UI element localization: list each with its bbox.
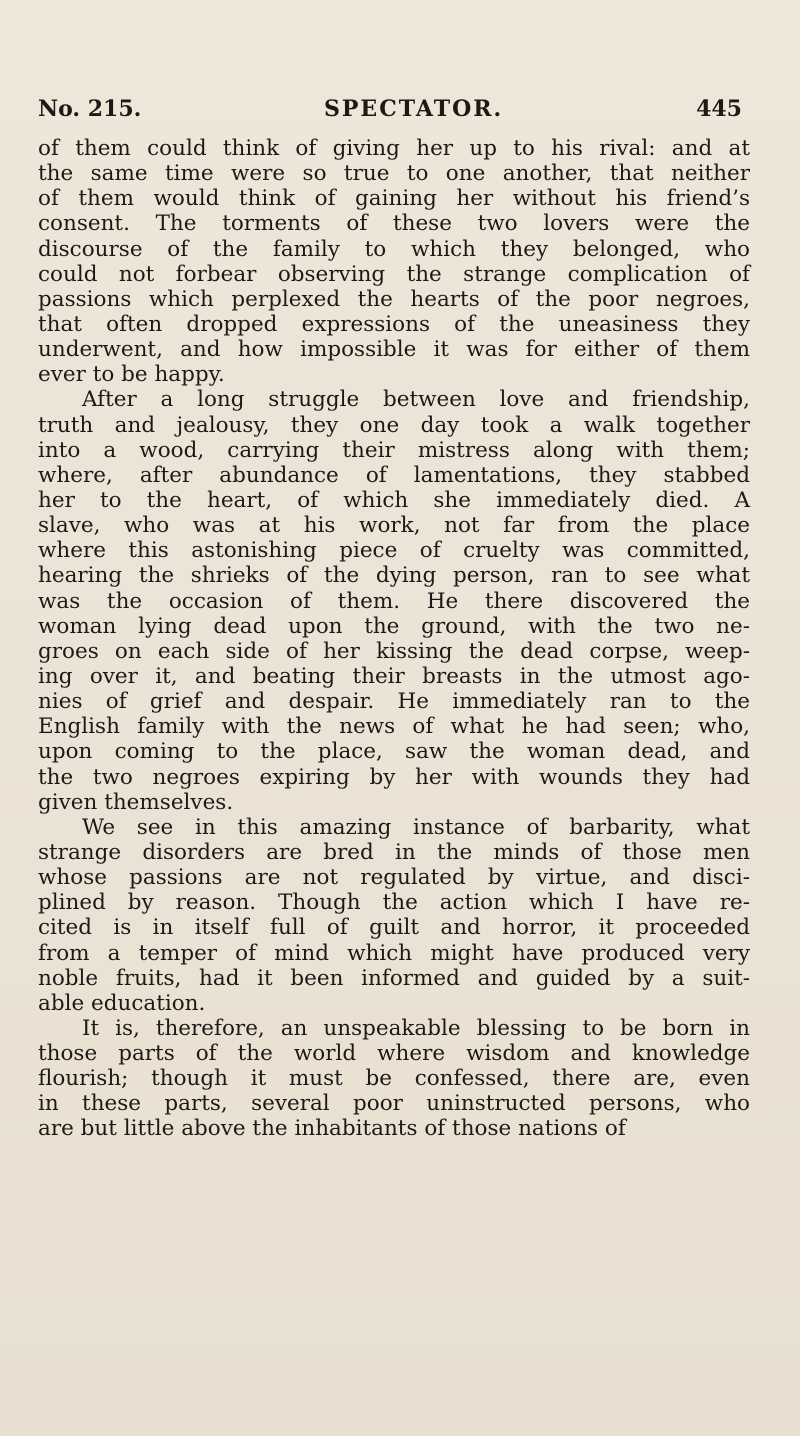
text-line: hearing the shrieks of the dying person, ran to see what [38, 563, 750, 589]
issue-number: No. 215. [38, 96, 142, 122]
text-line: given themselves. [38, 789, 234, 815]
text-line: passions which perplexed the hearts of the poor negroes, [38, 286, 750, 312]
paragraph [38, 1016, 750, 1142]
text-line: into a wood, carrying their mistress along with them; [38, 437, 750, 463]
text-line: whose passions are not regulated by virtue, and disci- [38, 865, 750, 891]
text-line: plined by reason. Though the action which I have re- [38, 890, 750, 916]
text-line: consent. The torments of these two lovers were the [38, 211, 750, 237]
text-line: flourish; though it must be confessed, there are, even [38, 1066, 750, 1092]
text-line: the two negroes expiring by her with wounds they had [38, 764, 750, 790]
text-line: that often dropped expressions of the uneasiness they [38, 311, 750, 337]
text-line: where, after abundance of lamentations, they stabbed [38, 462, 750, 488]
text-line: discourse of the family to which they belonged, who [38, 236, 750, 262]
page-number: 445 [696, 96, 742, 122]
text-line: It is, therefore, an unspeakable blessing to be born in [82, 1015, 750, 1041]
text-line: the same time were so true to one another, that neither [38, 161, 750, 187]
paragraph [38, 136, 750, 387]
text-line: truth and jealousy, they one day took a walk together [38, 412, 750, 438]
text-line: in these parts, several poor uninstructed persons, who [38, 1091, 750, 1117]
text-line: where this astonishing piece of cruelty was committed, [38, 538, 750, 564]
text-line: those parts of the world where wisdom and knowledge [38, 1041, 750, 1067]
text-line: able education. [38, 990, 206, 1016]
paragraph [38, 387, 750, 814]
text-line: her to the heart, of which she immediately died. A [38, 487, 750, 513]
publication-title: SPECTATOR. [324, 96, 504, 122]
text-line: groes on each side of her kissing the dead corpse, weep- [38, 638, 750, 664]
text-line: cited is in itself full of guilt and horror, it proceeded [38, 915, 750, 941]
text-line: are but little above the inhabitants of those nations of [38, 1116, 626, 1142]
running-head [38, 92, 742, 126]
text-line: woman lying dead upon the ground, with the two ne- [38, 613, 750, 639]
text-line: nies of grief and despair. He immediately ran to the [38, 689, 750, 715]
text-line: After a long struggle between love and friendship, [82, 387, 750, 413]
text-line: ing over it, and beating their breasts in the utmost ago- [38, 663, 750, 689]
text-line: We see in this amazing instance of barbarity, what [82, 814, 750, 840]
text-line: underwent, and how impossible it was for either of them [38, 337, 750, 363]
text-line: English family with the news of what he had seen; who, [38, 714, 750, 740]
text-line: of them could think of giving her up to his rival: and at [38, 136, 750, 161]
text-line: strange disorders are bred in the minds of those men [38, 839, 750, 865]
text-line: of them would think of gaining her without his friend’s [38, 186, 750, 212]
body-text [38, 136, 750, 1142]
text-line: ever to be happy. [38, 362, 225, 388]
text-line: from a temper of mind which might have produced very [38, 940, 750, 966]
text-line: upon coming to the place, saw the woman dead, and [38, 739, 750, 765]
paragraph [38, 815, 750, 1016]
text-line: noble fruits, had it been informed and guided by a suit- [38, 965, 750, 991]
text-line: slave, who was at his work, not far from the place [38, 513, 750, 539]
text-line: was the occasion of them. He there discovered the [38, 588, 750, 614]
text-line: could not forbear observing the strange complication of [38, 261, 750, 287]
